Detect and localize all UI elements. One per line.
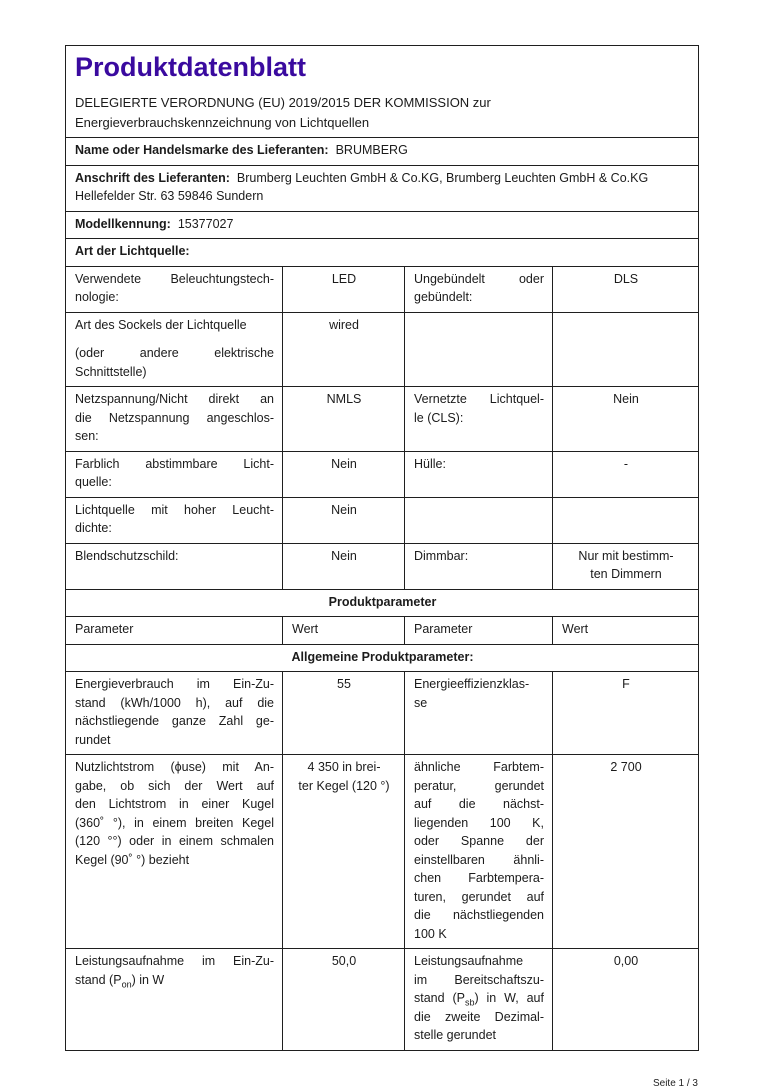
- text-line: 50,0: [331, 954, 357, 968]
- text-line: nächstliegende ganze Zahl ge-: [75, 714, 274, 728]
- text-line: Hülle:: [414, 456, 446, 471]
- head-rows: [66, 46, 699, 267]
- text-line: 2 700: [610, 760, 642, 774]
- paragraph-gap: [75, 334, 274, 344]
- text-line: gabe, ob sich der Wert auf: [75, 778, 274, 793]
- value-cell: [553, 755, 699, 949]
- text-line: den Lichtstrom in einer Kugel: [75, 797, 274, 811]
- text-line: oder Spanne der: [414, 834, 544, 848]
- text-line: sen:: [75, 429, 99, 443]
- section-header-cell: Allgemeine Produktparameter:: [66, 644, 699, 672]
- text-line: stelle gerundet: [414, 1028, 497, 1042]
- value-cell: [283, 451, 405, 497]
- column-header-cell: Parameter: [405, 617, 553, 645]
- text-line: Nutzlichtstrom (ϕuse) mit An-: [75, 760, 274, 774]
- page-title: Produktdatenblatt: [75, 52, 307, 82]
- text-line: Vernetzte Lichtquel-: [414, 392, 544, 406]
- value-cell: [553, 543, 699, 589]
- text-line: -: [623, 456, 629, 471]
- supplier-name-label: Name oder Handelsmarke des Lieferanten:: [75, 143, 329, 157]
- text-line: Blendschutzschild:: [75, 548, 179, 563]
- text-line: Verwendete Beleuchtungstech-: [75, 271, 274, 286]
- table-row: [66, 46, 699, 138]
- model-id-cell: [66, 211, 699, 239]
- text-line: ähnliche Farbtem-: [414, 760, 544, 774]
- text-line: turen, gerundet auf: [414, 889, 544, 904]
- regulation-subtitle-line-1: DELEGIERTE VERORDNUNG (EU) 2019/2015 DER KOMMISSION zur: [75, 95, 491, 110]
- parameter-cell: [405, 451, 553, 497]
- text-line: ter Kegel (120 °): [298, 778, 390, 793]
- table-row: [66, 312, 699, 387]
- text-line: Art des Sockels der Lichtquelle: [75, 317, 247, 332]
- text-line: 100 K: [414, 926, 447, 941]
- parameter-cell: [66, 755, 283, 949]
- text-line: Netzspannung/Nicht direkt an: [75, 392, 274, 406]
- document-body: [65, 45, 698, 1089]
- grid-body: [66, 266, 699, 1050]
- value-cell: [553, 387, 699, 452]
- table-row: [66, 672, 699, 755]
- text-line: Nein: [331, 502, 357, 517]
- parameter-cell: [66, 387, 283, 452]
- parameter-cell: [405, 949, 553, 1051]
- text-line: se: [414, 695, 428, 710]
- table-row: [66, 543, 699, 589]
- text-line: stand (kWh/1000 h), auf die: [75, 695, 274, 710]
- table-row: [66, 266, 699, 312]
- text-line: peratur, gerundet: [414, 778, 544, 793]
- text-line: Leistungsaufnahme im Ein-Zu-: [75, 954, 274, 968]
- text-line: 55: [337, 677, 351, 691]
- value-cell: [283, 312, 405, 387]
- regulation-subtitle-line-2: Energieverbrauchskennzeichnung von Lichtquellen: [75, 114, 370, 130]
- table-row: [66, 211, 699, 239]
- text-line: stand $(P_{sb})$ in W, auf: [414, 991, 544, 1008]
- parameter-cell: [405, 266, 553, 312]
- text-line: F: [622, 677, 630, 691]
- parameter-cell: [405, 672, 553, 755]
- text-line: (oder andere elektrische: [75, 346, 274, 360]
- column-header-cell: Wert: [283, 617, 405, 645]
- parameter-cell: [66, 949, 283, 1051]
- column-header-cell: Parameter: [66, 617, 283, 645]
- value-cell: [283, 497, 405, 543]
- title-cell: [66, 46, 699, 138]
- table-row: [66, 644, 699, 672]
- table-row: [66, 589, 699, 617]
- value-cell: [553, 497, 699, 543]
- text-line: ten Dimmern: [590, 567, 662, 581]
- text-line: die nächstliegenden: [414, 908, 544, 922]
- text-line: LED: [331, 271, 357, 286]
- text-line: liegenden 100 K,: [414, 815, 544, 830]
- text-line: Nur mit bestimm-: [578, 548, 674, 563]
- value-cell: [553, 672, 699, 755]
- text-line: rundet: [75, 732, 111, 747]
- page-number: Seite 1 / 3: [652, 1077, 698, 1089]
- parameter-cell: [66, 543, 283, 589]
- text-line: (360˚ °), in einem breiten Kegel: [75, 815, 274, 830]
- text-line: Nein: [613, 392, 639, 406]
- text-line: Energieeffizienzklas-: [414, 677, 530, 691]
- text-line: Lichtquelle mit hoher Leucht-: [75, 502, 274, 517]
- value-cell: [283, 387, 405, 452]
- supplier-address-cell: [66, 165, 699, 211]
- text-line: le (CLS):: [414, 410, 464, 425]
- parameter-cell: [405, 497, 553, 543]
- value-cell: [283, 266, 405, 312]
- column-header-cell: Wert: [553, 617, 699, 645]
- value-cell: [553, 451, 699, 497]
- table-row: [66, 451, 699, 497]
- text-line: stand $(P_{on})$ in W: [75, 972, 165, 989]
- value-cell: [283, 755, 405, 949]
- text-line: Ungebündelt oder: [414, 271, 544, 286]
- text-line: im Bereitschaftszu-: [414, 972, 544, 987]
- text-line: (120 °°) oder in einem schmalen: [75, 834, 274, 848]
- parameter-cell: [405, 543, 553, 589]
- text-line: gebündelt:: [414, 290, 473, 304]
- table-row: [66, 617, 699, 645]
- value-cell: [553, 266, 699, 312]
- model-id-label: Modellkennung:: [75, 216, 171, 231]
- table-row: [66, 755, 699, 949]
- value-cell: [283, 949, 405, 1051]
- text-line: Nein: [331, 548, 357, 563]
- text-line: die zweite Dezimal-: [414, 1009, 544, 1024]
- text-line: Nein: [331, 456, 357, 471]
- supplier-address-label: Anschrift des Lieferanten:: [75, 170, 230, 185]
- product-datasheet-table: [65, 45, 699, 1051]
- text-line: Leistungsaufnahme: [414, 954, 524, 968]
- section-header-cell: Produktparameter: [66, 589, 699, 617]
- table-row: [66, 497, 699, 543]
- table-row: [66, 138, 699, 166]
- value-cell: [283, 672, 405, 755]
- supplier-name-cell: [66, 138, 699, 166]
- supplier-address-value: Brumberg Leuchten GmbH & Co.KG, Brumberg Leuchten GmbH & Co.KG Hellefelder Str. 63 59846 Sundern: [75, 170, 649, 203]
- parameter-cell: [66, 451, 283, 497]
- text-line: 4 350 in brei-: [307, 760, 381, 774]
- parameter-cell: [66, 312, 283, 387]
- text-line: Farblich abstimmbare Licht-: [75, 456, 274, 471]
- table-row: [66, 239, 699, 267]
- table-row: [66, 949, 699, 1051]
- parameter-cell: [66, 497, 283, 543]
- text-line: dichte:: [75, 521, 112, 535]
- model-id-value: 15377027: [177, 216, 234, 231]
- text-line: Dimmbar:: [414, 548, 469, 563]
- text-line: quelle:: [75, 475, 112, 489]
- parameter-cell: [405, 755, 553, 949]
- text-line: einstellbaren ähnli-: [414, 852, 544, 867]
- text-line: DLS: [613, 271, 639, 286]
- supplier-name-value: BRUMBERG: [335, 143, 408, 157]
- text-line: NMLS: [326, 392, 362, 406]
- value-cell: [553, 312, 699, 387]
- parameter-cell: [66, 672, 283, 755]
- light-source-type-cell: [66, 239, 699, 267]
- text-line: auf die nächst-: [414, 797, 544, 811]
- parameter-cell: [405, 312, 553, 387]
- parameter-cell: [66, 266, 283, 312]
- text-line: 0,00: [613, 954, 639, 968]
- text-line: Schnittstelle): [75, 364, 147, 379]
- text-line: Energieverbrauch im Ein-Zu-: [75, 677, 274, 691]
- text-line: wired: [329, 317, 359, 332]
- text-line: Kegel (90˚ °) bezieht: [75, 852, 190, 867]
- parameter-cell: [405, 387, 553, 452]
- light-source-type-label: Art der Lichtquelle:: [75, 244, 190, 258]
- text-line: chen Farbtempera-: [414, 871, 544, 885]
- value-cell: [283, 543, 405, 589]
- text-line: die Netzspannung angeschlos-: [75, 410, 274, 425]
- table-row: [66, 387, 699, 452]
- table-row: [66, 165, 699, 211]
- text-line: nologie:: [75, 290, 119, 304]
- value-cell: [553, 949, 699, 1051]
